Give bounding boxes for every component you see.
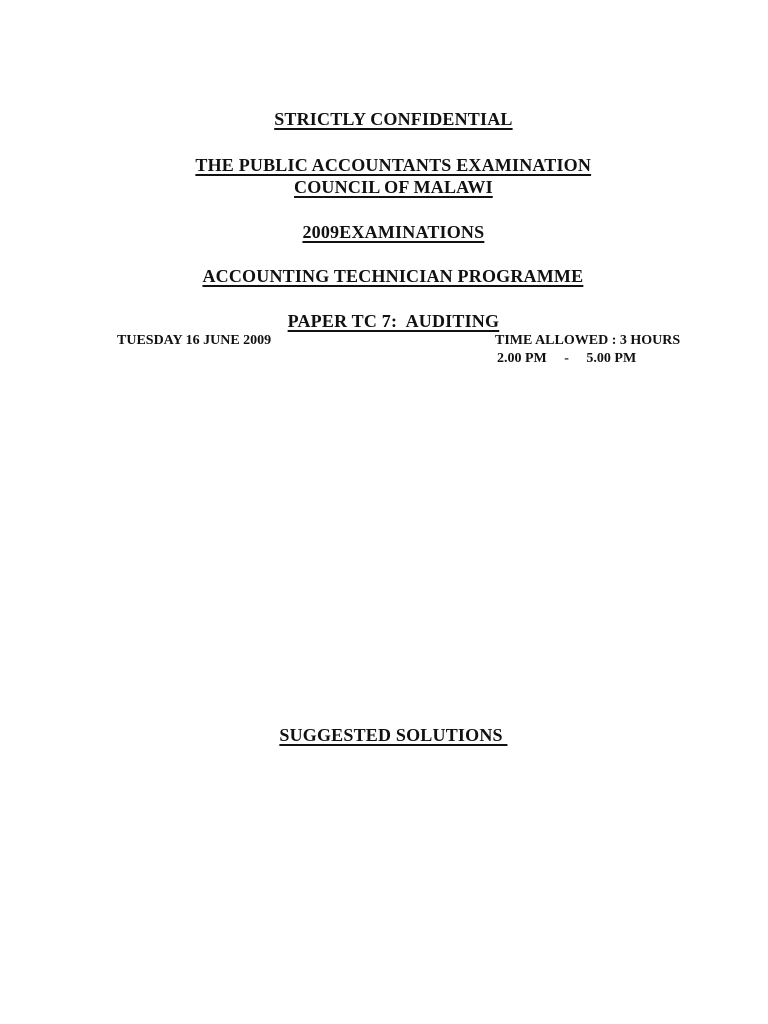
time-allowed: TIME ALLOWED : 3 HOURS	[495, 333, 681, 348]
suggested-solutions-heading	[0, 704, 768, 767]
confidential-text: STRICTLY CONFIDENTIAL	[274, 109, 513, 129]
suggested-solutions-text: SUGGESTED SOLUTIONS	[279, 725, 508, 745]
council-line-2-text: COUNCIL OF MALAWI	[294, 177, 493, 197]
council-line-1-text: THE PUBLIC ACCOUNTANTS EXAMINATION	[195, 155, 592, 175]
exam-date: TUESDAY 16 JUNE 2009	[117, 333, 272, 348]
examinations-text: 2009EXAMINATIONS	[302, 222, 485, 242]
time-range: 2.00 PM - 5.00 PM	[497, 351, 637, 366]
programme-text: ACCOUNTING TECHNICIAN PROGRAMME	[202, 266, 584, 286]
paper-text: PAPER TC 7: AUDITING	[287, 311, 500, 331]
